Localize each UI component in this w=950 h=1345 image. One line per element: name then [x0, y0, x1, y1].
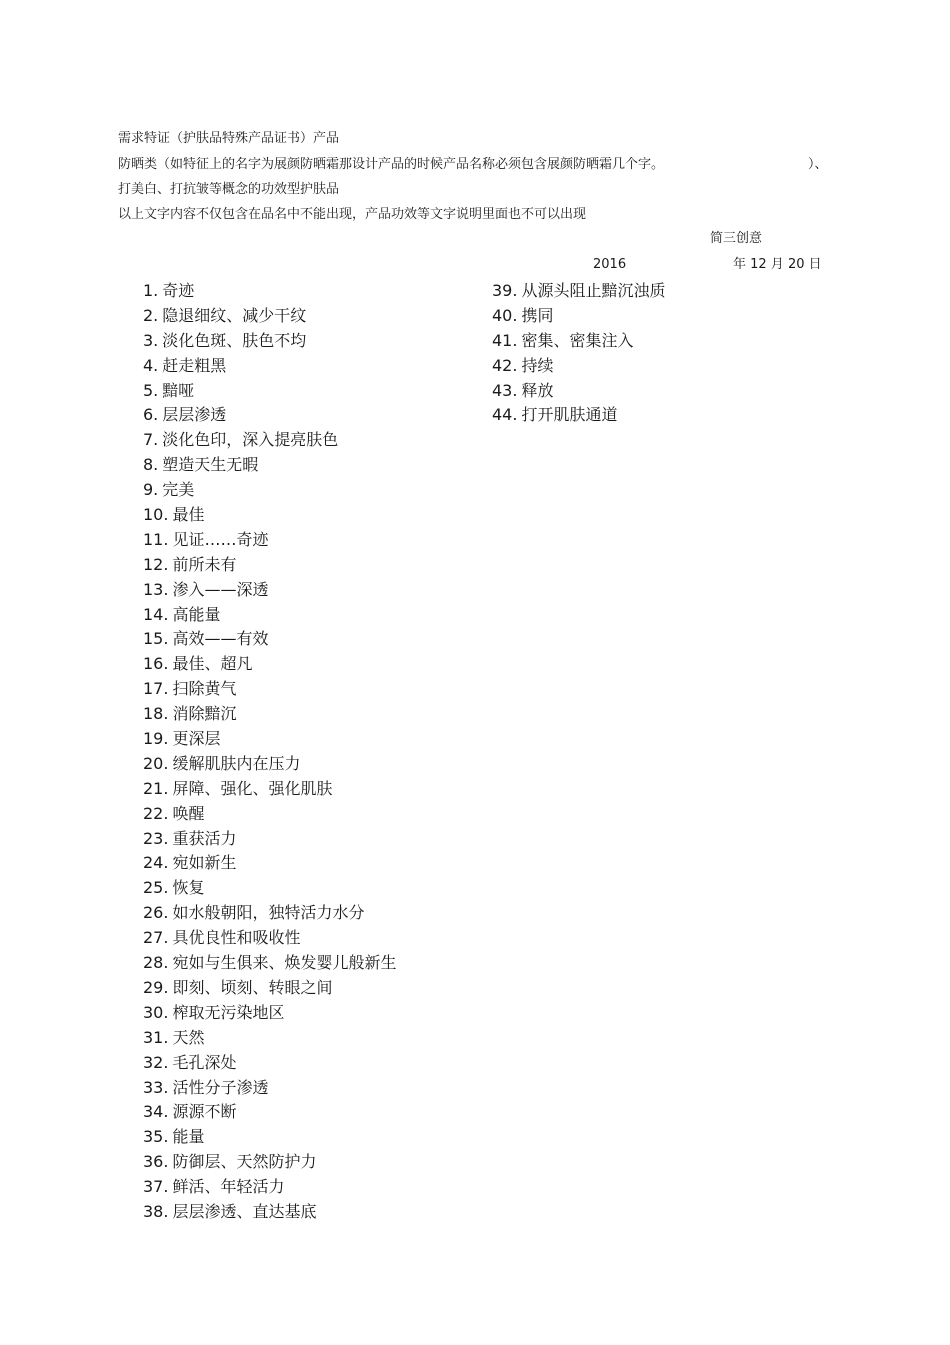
- list-item: [143, 777, 396, 802]
- list-item: [492, 403, 665, 428]
- list-item-number: 24.: [143, 853, 169, 873]
- list-item-text: 隐退细纹、减少干纹: [162, 305, 307, 325]
- list-item-number: 32.: [143, 1052, 169, 1072]
- list-item-number: 42.: [492, 355, 518, 375]
- list-item-text: 最佳、超凡: [172, 654, 253, 674]
- list-item: [492, 279, 665, 304]
- list-item: [143, 652, 396, 677]
- list-item-text: 赶走粗黑: [162, 355, 227, 375]
- list-item-text: 渗入——深透: [172, 579, 269, 599]
- list-item: [492, 304, 665, 329]
- banned-words-list-left: [143, 279, 396, 1225]
- list-item-number: 7.: [143, 430, 159, 450]
- list-item: [143, 1076, 396, 1101]
- intro-line-2: 防晒类（如特征上的名字为展颜防晒霜那设计产品的时候产品名称必须包含展颜防晒霜几个字。: [118, 157, 665, 172]
- list-item-number: 1.: [143, 281, 159, 300]
- list-item-number: 31.: [143, 1027, 169, 1047]
- list-item-text: 最佳: [172, 505, 205, 525]
- list-item-text: 前所未有: [172, 554, 237, 574]
- intro-line-2-tail: ）、: [808, 157, 828, 172]
- list-item: [143, 329, 396, 354]
- list-item-text: 重获活力: [172, 828, 237, 848]
- list-item-number: 27.: [143, 928, 169, 948]
- list-item: [143, 1051, 396, 1076]
- list-item-number: 38.: [143, 1201, 169, 1221]
- list-item-number: 40.: [492, 305, 518, 325]
- list-item-number: 25.: [143, 878, 169, 898]
- list-item: [143, 1100, 396, 1125]
- list-item-text: 塑造天生无暇: [162, 455, 259, 475]
- list-item: [143, 553, 396, 578]
- list-item-text: 缓解肌肤内在压力: [172, 753, 301, 773]
- list-item-text: 淡化色印，深入提亮肤色: [162, 430, 339, 450]
- list-item-number: 5.: [143, 380, 159, 400]
- list-item-number: 35.: [143, 1127, 169, 1147]
- list-item: [143, 1026, 396, 1051]
- list-item-number: 36.: [143, 1152, 169, 1172]
- list-item-text: 唤醒: [172, 803, 205, 823]
- list-item: [143, 901, 396, 926]
- list-item-number: 18.: [143, 704, 169, 724]
- list-item-text: 更深层: [172, 729, 221, 749]
- list-item-text: 淡化色斑、肤色不均: [162, 330, 307, 350]
- intro-line-1: 需求特证（护肤品特殊产品证书）产品: [118, 131, 340, 146]
- list-item-number: 29.: [143, 977, 169, 997]
- list-item-number: 12.: [143, 554, 169, 574]
- list-item-text: 鲜活、年轻活力: [172, 1177, 285, 1197]
- list-item: [143, 702, 396, 727]
- list-item-text: 具优良性和吸收性: [172, 928, 301, 948]
- list-item: [143, 1125, 396, 1150]
- list-item-number: 20.: [143, 753, 169, 773]
- list-item-text: 恢复: [172, 878, 205, 898]
- list-item-number: 43.: [492, 380, 518, 400]
- list-item-number: 2.: [143, 305, 159, 325]
- list-item-text: 消除黯沉: [172, 704, 237, 724]
- list-item-text: 毛孔深处: [172, 1052, 237, 1072]
- list-item-text: 宛如与生俱来、焕发婴儿般新生: [172, 953, 397, 973]
- list-item-number: 15.: [143, 629, 169, 649]
- list-item-text: 密集、密集注入: [521, 330, 634, 350]
- list-item: [143, 851, 396, 876]
- list-item-text: 活性分子渗透: [172, 1077, 269, 1097]
- list-item-number: 10.: [143, 505, 169, 525]
- list-item: [143, 752, 396, 777]
- list-item: [143, 627, 396, 652]
- list-item-text: 从源头阻止黯沉浊质: [521, 281, 666, 300]
- list-item-text: 层层渗透、直达基底: [172, 1201, 317, 1221]
- list-item-number: 44.: [492, 405, 518, 425]
- list-item-text: 扫除黄气: [172, 679, 237, 699]
- list-item-number: 8.: [143, 455, 159, 475]
- list-item: [143, 528, 396, 553]
- list-item-number: 13.: [143, 579, 169, 599]
- list-item-text: 宛如新生: [172, 853, 237, 873]
- list-item: [143, 304, 396, 329]
- date-year: 2016: [593, 257, 627, 272]
- list-item-text: 完美: [162, 480, 195, 500]
- list-item-number: 37.: [143, 1177, 169, 1197]
- list-item-number: 26.: [143, 903, 169, 923]
- list-item-text: 持续: [521, 355, 554, 375]
- list-item-text: 源源不断: [172, 1102, 237, 1122]
- list-item-number: 22.: [143, 803, 169, 823]
- list-item-text: 防御层、天然防护力: [172, 1152, 317, 1172]
- list-item: [143, 926, 396, 951]
- list-item: [143, 428, 396, 453]
- list-item-number: 21.: [143, 778, 169, 798]
- list-item-number: 9.: [143, 480, 159, 500]
- list-item-text: 高效——有效: [172, 629, 269, 649]
- list-item-text: 榨取无污染地区: [172, 1002, 285, 1022]
- list-item-text: 天然: [172, 1027, 205, 1047]
- list-item-text: 即刻、顷刻、转眼之间: [172, 977, 333, 997]
- list-item-number: 19.: [143, 729, 169, 749]
- list-item-number: 39.: [492, 281, 518, 300]
- list-item: [143, 1001, 396, 1026]
- list-item-number: 34.: [143, 1102, 169, 1122]
- list-item: [143, 603, 396, 628]
- list-item: [143, 951, 396, 976]
- list-item: [143, 976, 396, 1001]
- list-item: [143, 1200, 396, 1225]
- list-item-text: 如水般朝阳，独特活力水分: [172, 903, 365, 923]
- list-item-text: 见证……奇迹: [172, 529, 269, 549]
- banned-words-list-right: [492, 279, 665, 428]
- list-item-text: 奇迹: [162, 281, 195, 300]
- list-item: [143, 503, 396, 528]
- list-item: [143, 354, 396, 379]
- list-item: [492, 379, 665, 404]
- list-item-number: 28.: [143, 953, 169, 973]
- list-item: [143, 827, 396, 852]
- list-item: [143, 1150, 396, 1175]
- list-item: [143, 279, 396, 304]
- list-item-text: 携同: [521, 305, 554, 325]
- list-item-text: 屏障、强化、强化肌肤: [172, 778, 333, 798]
- intro-line-3: 打美白、打抗皱等概念的功效型护肤品: [118, 182, 340, 197]
- list-item-number: 3.: [143, 330, 159, 350]
- list-item: [143, 1175, 396, 1200]
- list-item: [143, 677, 396, 702]
- list-item: [492, 329, 665, 354]
- date-month-day: 年 12 月 20 日: [733, 257, 822, 272]
- list-item: [143, 802, 396, 827]
- list-item-number: 11.: [143, 529, 169, 549]
- list-item-number: 14.: [143, 604, 169, 624]
- list-item: [492, 354, 665, 379]
- intro-line-4: 以上文字内容不仅包含在品名中不能出现，产品功效等文字说明里面也不可以出现: [118, 207, 587, 222]
- list-item-text: 释放: [521, 380, 554, 400]
- list-item: [143, 578, 396, 603]
- list-item-number: 33.: [143, 1077, 169, 1097]
- list-item-text: 高能量: [172, 604, 221, 624]
- list-item: [143, 453, 396, 478]
- list-item-number: 23.: [143, 828, 169, 848]
- list-item: [143, 876, 396, 901]
- list-item-number: 16.: [143, 654, 169, 674]
- list-item-number: 6.: [143, 405, 159, 425]
- list-item-text: 打开肌肤通道: [521, 405, 618, 425]
- signature: 简三创意: [710, 231, 763, 246]
- list-item-text: 黯哑: [162, 380, 195, 400]
- list-item-text: 层层渗透: [162, 405, 227, 425]
- list-item-number: 41.: [492, 330, 518, 350]
- list-item: [143, 379, 396, 404]
- list-item: [143, 403, 396, 428]
- list-item-number: 17.: [143, 679, 169, 699]
- list-item-text: 能量: [172, 1127, 205, 1147]
- list-item-number: 4.: [143, 355, 159, 375]
- list-item-number: 30.: [143, 1002, 169, 1022]
- list-item: [143, 478, 396, 503]
- list-item: [143, 727, 396, 752]
